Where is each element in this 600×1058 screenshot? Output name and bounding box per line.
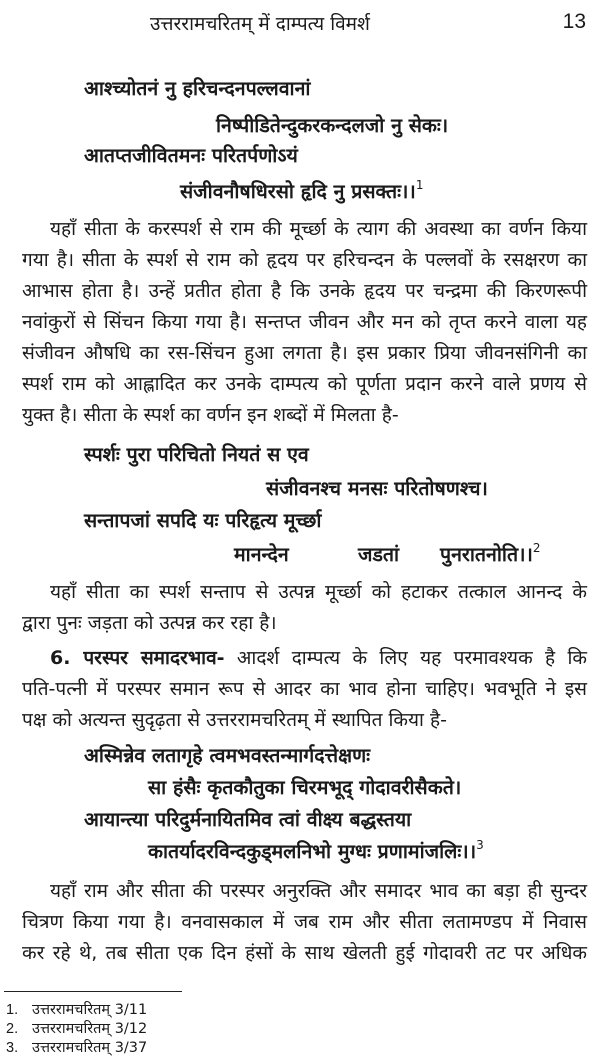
footnote-3-number: 3. [6, 1040, 19, 1056]
verse1-line3: आतप्तजीवितमनः परितर्पणोऽयं [84, 144, 298, 167]
section6-line1 [50, 644, 587, 670]
para1-line4: नवांकुरों से सिंचन किया गया है। सन्तप्त जीवन और मन को तृप्त करने वाला यह [22, 311, 587, 333]
footnote-ref-2: 2 [532, 541, 541, 555]
para1-line5: संजीवन औषधि का रस-सिंचन हुआ लगता है। इस प्रकार प्रिया जीवनसंगिनी का [22, 342, 587, 364]
footnote-2 [6, 1018, 147, 1038]
para2-line1: यहाँ सीता का स्पर्श सन्ताप से उत्पन्न मूर्च्छा को हटाकर तत्काल आनन्द के [50, 581, 587, 603]
footnote-ref-3: 3 [476, 838, 484, 852]
verse2-line2: संजीवनश्च मनसः परितोषणश्च। [266, 477, 488, 500]
footnote-1 [6, 999, 147, 1019]
running-header [0, 6, 600, 40]
footnote-3 [6, 1037, 147, 1057]
para1-line2: गया है। सीता के स्पर्श से राम को हृदय पर हरिचन्दन के पल्लवों के रसक्षरण का [22, 249, 587, 271]
footnote-2-number: 2. [6, 1021, 19, 1037]
para1-line3: आभास होता है। उन्हें प्रतीत होता है कि उनके हृदय पर चन्द्रमा की किरणरूपी [22, 280, 587, 302]
verse3-line4-text: कातर्यादरविन्दकुड्मलनिभो मुग्धः प्रणामांजलिः।। [148, 840, 477, 863]
verse2-line3: सन्तापजां सपदि यः परिहृत्य मूर्च्छा [84, 509, 322, 532]
para2-line2: द्वारा पुनः जड़ता को उत्पन्न कर रहा है। [22, 612, 277, 634]
verse2-line4b: जडतां [358, 543, 400, 566]
section6-line3: पक्ष को अत्यन्त सुदृढ़ता से उत्तररामचरितम् में स्थापित किया है- [22, 709, 447, 731]
verse1-line4 [180, 177, 423, 204]
verse2-line1: स्पर्शः पुरा परिचितो नियतं स एव [84, 443, 309, 466]
verse3-line3: आयान्त्या परिदुर्मनायितमिव त्वां वीक्ष्य बद्धस्तया [84, 808, 412, 831]
footnote-3-text: उत्तररामचरितम् 3/37 [32, 1040, 148, 1056]
verse2-line4a: मानन्देन [234, 543, 289, 566]
verse1-line2: निष्पीडितेन्दुकरकन्दलजो नु सेकः। [216, 114, 449, 137]
verse1-line4-text: संजीवनौषधिरसो हृदि नु प्रसक्तः।। [180, 180, 416, 203]
para3-line1: यहाँ राम और सीता की परस्पर अनुरक्ति और समादर भाव का बड़ा ही सुन्दर [50, 880, 587, 902]
section6-line2: पति-पत्नी में परस्पर समान रूप से आदर का भाव होना चाहिए। भवभूति ने इस [22, 678, 587, 700]
verse3-line4 [148, 837, 484, 864]
header-title: उत्तररामचरितम् में दाम्पत्य विमर्श [150, 13, 370, 35]
para1-line7: युक्त है। सीता के स्पर्श का वर्णन इन शब्दों में मिलता है- [22, 404, 399, 426]
verse3-line2: सा हंसैः कृतकौतुका चिरमभूद् गोदावरीसैकते। [148, 776, 462, 799]
page-number: 13 [562, 10, 586, 33]
verse2-line4c [440, 540, 541, 567]
section6-line1-text: आदर्श दाम्पत्य के लिए यह परमावश्यक है कि [236, 647, 587, 669]
verse2-line4c-text: पुनरातनोति।। [440, 543, 533, 566]
footnote-1-number: 1. [6, 1002, 19, 1018]
para1-line6: स्पर्श राम को आह्लादित कर उनके दाम्पत्य को पूर्णता प्रदान करने वाले प्रणय से [22, 373, 587, 395]
footnote-divider [4, 991, 182, 992]
para1-line1: यहाँ सीता के करस्पर्श से राम की मूर्च्छा के त्याग की अवस्था का वर्णन किया [50, 218, 587, 240]
verse3-line1: अस्मिन्नेव लतागृहे त्वमभवस्तन्मार्गदत्तेक्षणः [84, 744, 371, 767]
footnote-1-text: उत्तररामचरितम् 3/11 [32, 1002, 148, 1018]
verse1-line1: आश्च्योतनं नु हरिचन्दनपल्लवानां [84, 77, 311, 100]
section6-heading: 6. परस्पर समादरभाव- [50, 647, 225, 669]
para3-line3: कर रहे थे, तब सीता एक दिन हंसों के साथ खेलती हुई गोदावरी तट पर अधिक [22, 942, 587, 964]
footnote-ref-1: 1 [415, 178, 424, 192]
footnote-2-text: उत्तररामचरितम् 3/12 [32, 1021, 148, 1037]
para3-line2: चित्रण किया गया है। वनवासकाल में जब राम और सीता लतामण्डप में निवास [22, 911, 587, 933]
